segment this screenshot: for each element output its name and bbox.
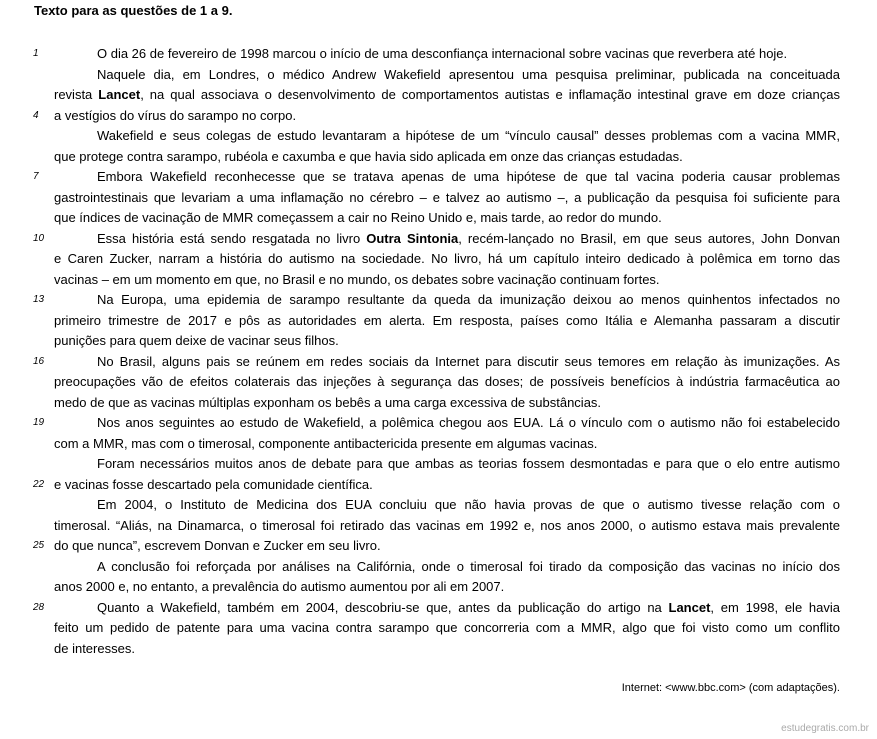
text-line (0, 557, 877, 578)
line-number: 16 (33, 355, 45, 367)
cited-title: Lancet (98, 87, 141, 102)
text-line (0, 352, 877, 373)
text-line (0, 208, 877, 229)
line-text: vacinas – em um momento em que, no Brasil e no mundo, os debates sobre vacinação continuam fortes. (54, 271, 660, 287)
text-line (0, 126, 877, 147)
line-text: com a MMR, mas com o timerosal, componente antibactericida presente em algumas vacinas. (54, 435, 598, 451)
line-text: A conclusão foi reforçada por análises na Califórnia, onde o timerosal foi tirado da composição das vacinas no início dos (97, 558, 840, 574)
text-line (0, 65, 877, 86)
line-number: 19 (33, 417, 45, 428)
text-line (0, 249, 877, 270)
line-number: 4 (33, 109, 39, 121)
text-line (0, 434, 877, 455)
text-line (0, 393, 877, 414)
line-number: 10 (33, 232, 45, 244)
line-text: Em 2004, o Instituto de Medicina dos EUA concluiu que não havia provas de que o autismo tivesse relação com o (97, 497, 840, 512)
line-text: e vacinas fosse descartado pela comunidade científica. (54, 476, 373, 492)
line-text: primeiro trimestre de 2017 e pôs as autoridades em alerta. Em resposta, países como Itália e Alemanha passaram a discutir (54, 312, 840, 328)
line-text: Quanto a Wakefield, também em 2004, descobriu-se que, antes da publicação do artigo na Lancet, em 1998, ele havia (97, 599, 840, 615)
text-line (0, 167, 877, 188)
line-text: e Caren Zucker, narram a história do autismo na sociedade. No livro, há um capítulo inteiro dedicado à polêmica em torno das (54, 251, 840, 266)
line-number: 25 (33, 540, 45, 551)
line-text: No Brasil, alguns pais se reúnem em redes sociais da Internet para discutir seus temores em relação às imunizações. As (97, 353, 840, 369)
text-line (0, 311, 877, 332)
text-line (0, 188, 877, 209)
line-text: punições para quem deixe de vacinar seus filhos. (54, 333, 339, 348)
line-text: que índices de vacinação de MMR começassem a cair no Reino Unido e, mais tarde, ao redor do mundo. (54, 210, 662, 225)
line-text: Foram necessários muitos anos de debate para que ambas as teorias fossem desmontadas e para que o elo entre autismo (97, 456, 840, 471)
text-line (0, 44, 877, 65)
line-text: medo de que as vacinas múltiplas exponham os bebês a uma carga excessiva de substâncias. (54, 394, 602, 410)
line-text: feito um pedido de patente para uma vacina contra sarampo que concorreria com a MMR, algo que foi visto como um conflito (54, 620, 840, 635)
text-line (0, 147, 877, 168)
text-line (0, 372, 877, 393)
text-line (0, 536, 877, 557)
cited-title: Lancet (668, 599, 711, 615)
line-number: 1 (33, 48, 39, 59)
line-number: 13 (33, 294, 45, 305)
line-text: preocupações vão de efeitos colaterais das injeções à segurança das doses; de possíveis benefícios à indústria farmacêutica ao (54, 374, 840, 389)
text-line (0, 85, 877, 106)
text-line (0, 598, 877, 619)
site-watermark: estudegratis.com.br (781, 723, 869, 734)
text-line (0, 229, 877, 250)
line-text: gastrointestinais que levariam a uma inflamação no cérebro – e talvez ao autismo –, a publicação da pesquisa foi suficiente para (54, 189, 840, 205)
document-body (0, 44, 877, 659)
line-text: Naquele dia, em Londres, o médico Andrew Wakefield apresentou uma pesquisa preliminar, publicada na conceituada (97, 66, 840, 82)
section-heading: Texto para as questões de 1 a 9. (34, 3, 233, 18)
text-line (0, 413, 877, 434)
line-text: a vestígios do vírus do sarampo no corpo. (54, 107, 297, 123)
text-line (0, 270, 877, 291)
text-line (0, 577, 877, 598)
text-line (0, 290, 877, 311)
line-text: Nos anos seguintes ao estudo de Wakefield, a polêmica chegou aos EUA. Lá o vínculo com o autismo não foi estabelecido (97, 415, 840, 430)
line-text: que protege contra sarampo, rubéola e caxumba e que havia sido aplicada em onze das crianças estudadas. (54, 148, 683, 164)
text-line (0, 475, 877, 496)
line-text: Embora Wakefield reconhecesse que se tratava apenas de uma hipótese de que tal vacina poderia causar problemas (97, 169, 840, 184)
line-text: revista Lancet, na qual associava o desenvolvimento de comportamentos autistas e inflamação intestinal grave em doze crianças (54, 87, 841, 102)
text-line (0, 516, 877, 537)
line-number: 28 (33, 601, 45, 613)
text-line (0, 331, 877, 352)
line-text: do que nunca”, escrevem Donvan e Zucker em seu livro. (54, 538, 381, 553)
cited-title: Outra Sintonia (366, 230, 459, 246)
text-line (0, 618, 877, 639)
line-number: 7 (33, 171, 39, 182)
line-text: O dia 26 de fevereiro de 1998 marcou o início de uma desconfiança internacional sobre vacinas que reverbera até hoje. (97, 46, 788, 61)
source-citation: Internet: <www.bbc.com> (com adaptações). (621, 682, 840, 694)
line-text: Essa história está sendo resgatada no livro Outra Sintonia, recém-lançado no Brasil, em que seus autores, John Donvan (97, 230, 840, 246)
line-text: anos 2000 e, no entanto, a prevalência do autismo aumentou por ali em 2007. (54, 579, 505, 594)
text-line (0, 106, 877, 127)
text-line (0, 639, 877, 660)
text-line (0, 495, 877, 516)
line-number: 22 (33, 478, 45, 490)
line-text: Wakefield e seus colegas de estudo levantaram a hipótese de um “vínculo causal” desses problemas com a vacina MMR, (97, 128, 840, 143)
line-text: timerosal. “Aliás, na Dinamarca, o timerosal foi retirado das vacinas em 1992 e, nos anos 2000, o autismo estava mais prevalente (54, 517, 840, 533)
text-line (0, 454, 877, 475)
line-text: de interesses. (54, 640, 135, 656)
line-text: Na Europa, uma epidemia de sarampo resultante da queda da imunização deixou ao menos quinhentos infectados no (97, 292, 840, 307)
